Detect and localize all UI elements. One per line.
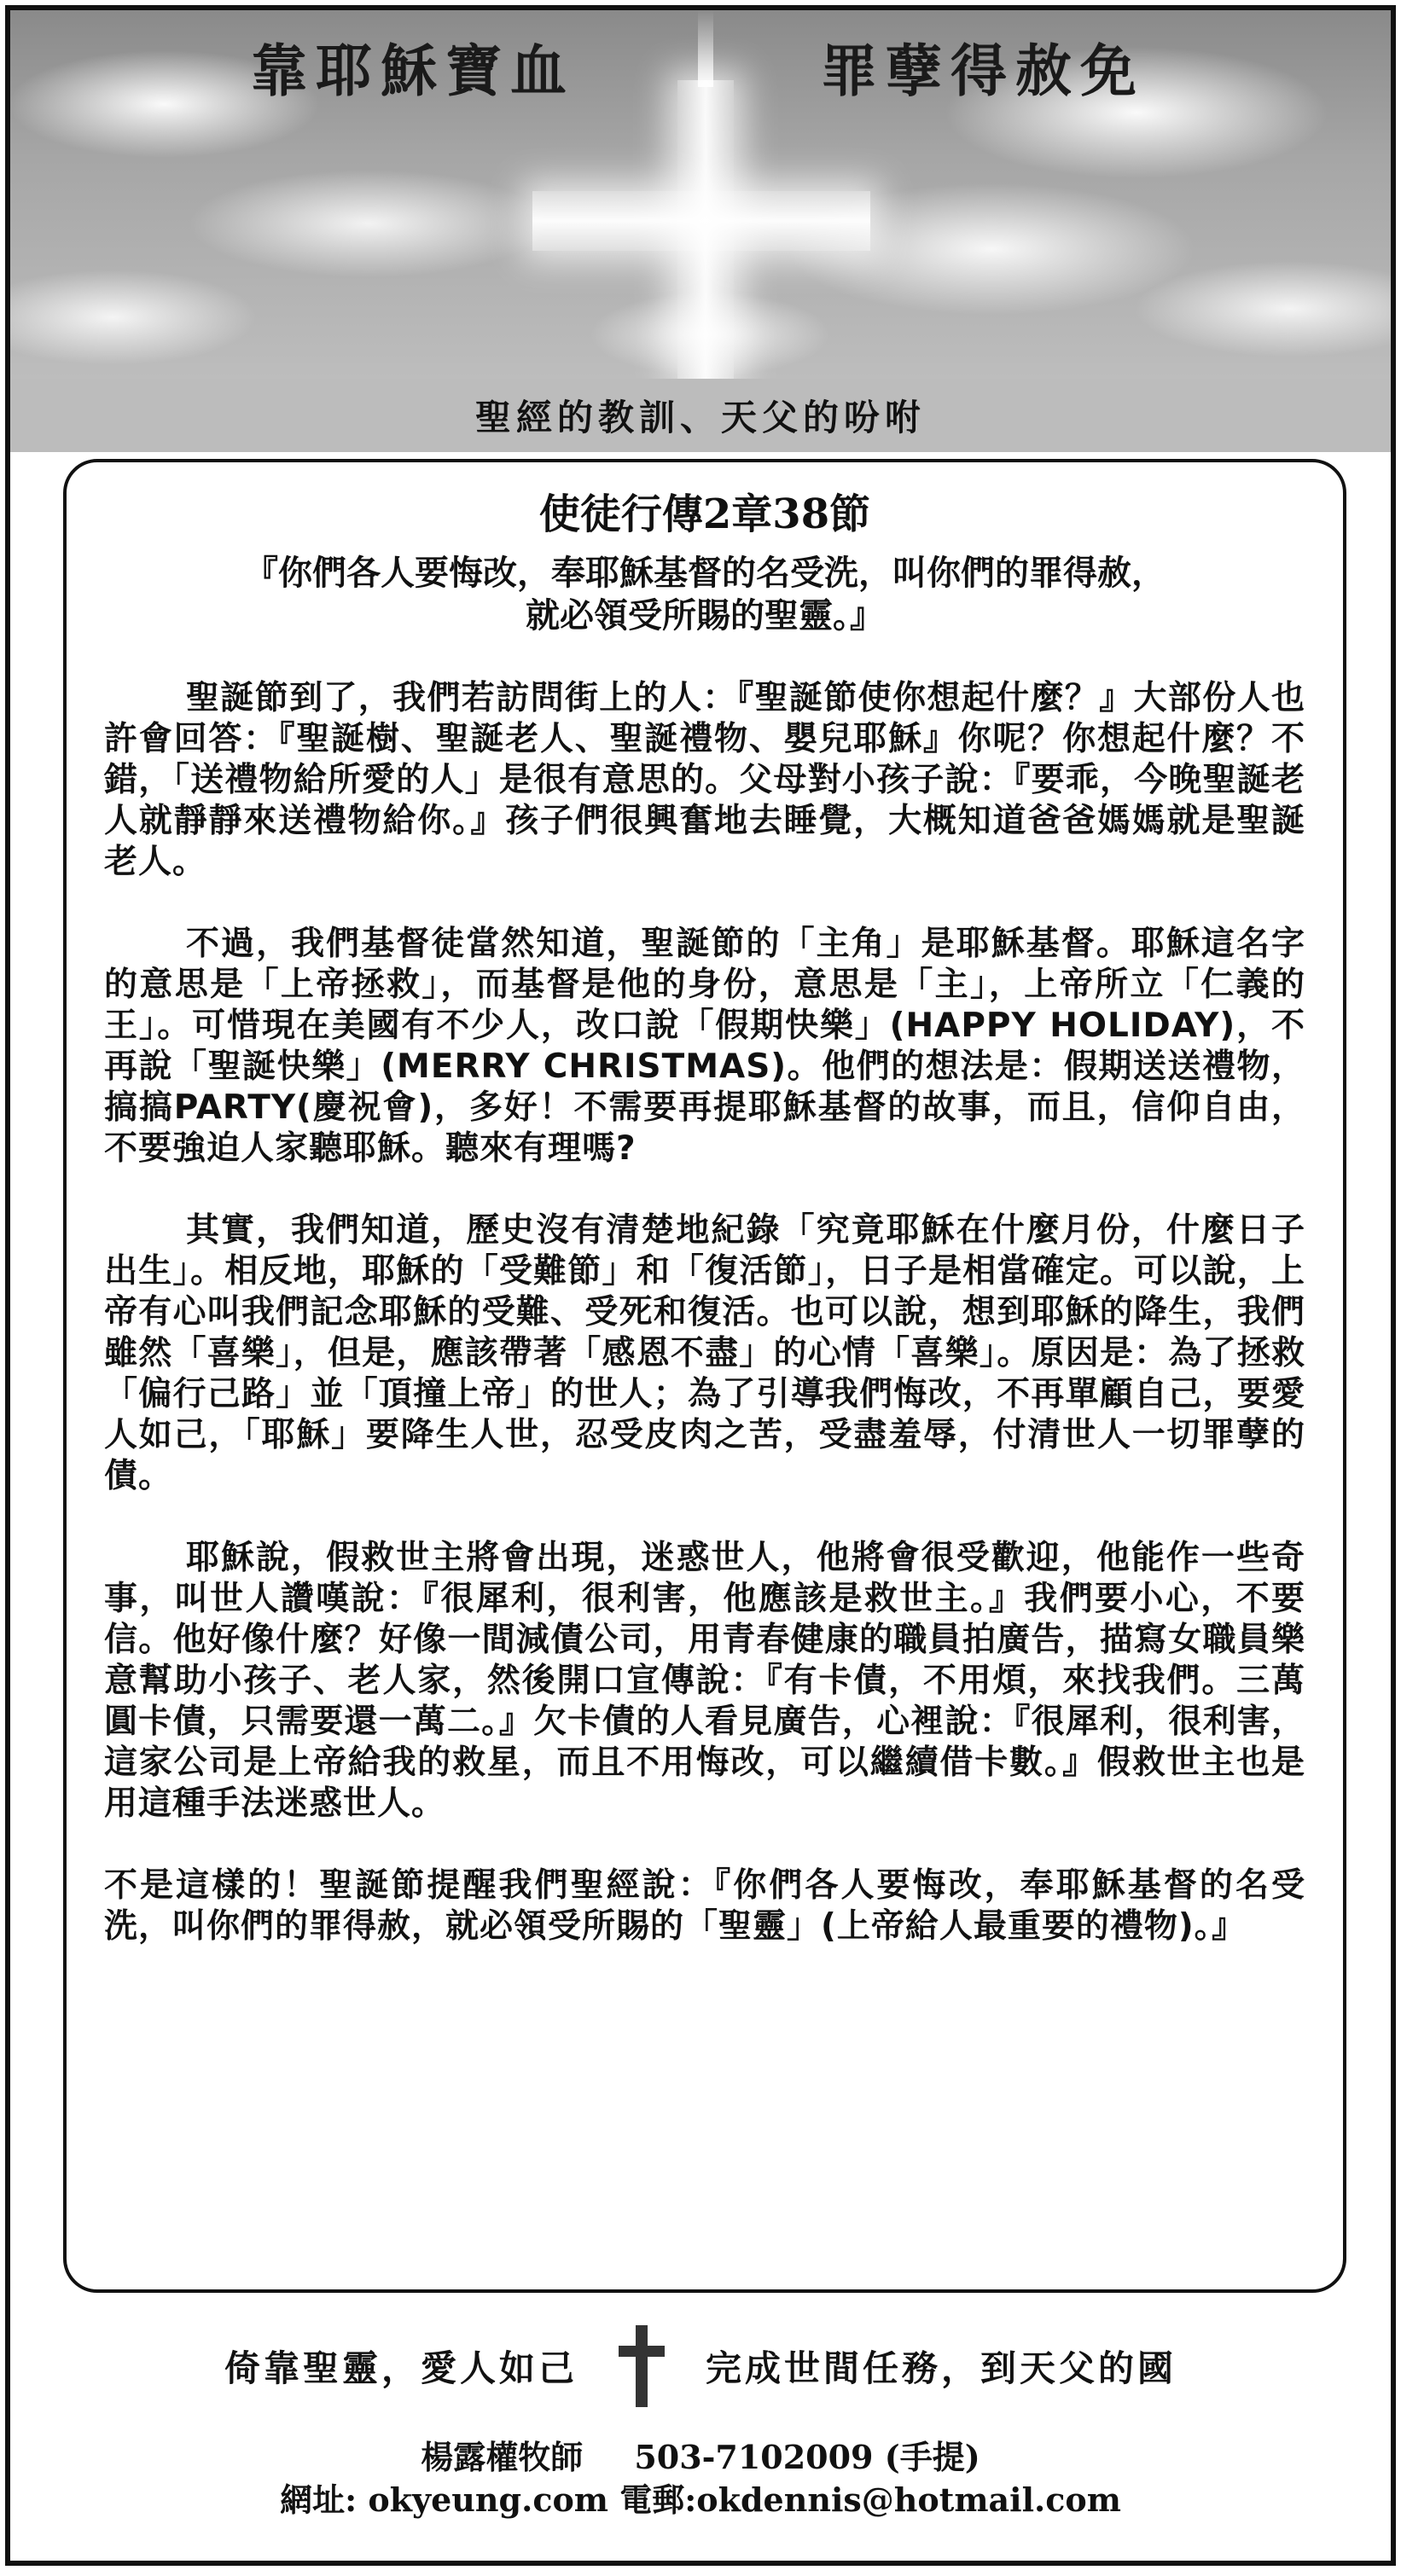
verse-line-1: 『你們各人要悔改，奉耶穌基督的名受洗，叫你們的罪得赦， bbox=[244, 554, 1166, 593]
email-label: 電郵: bbox=[619, 2480, 697, 2519]
motto-line bbox=[10, 2325, 1391, 2407]
flyer-page bbox=[5, 5, 1396, 2566]
cross-icon bbox=[619, 2325, 665, 2407]
contact-pastor-line bbox=[10, 2431, 1391, 2478]
contact-web-line bbox=[10, 2474, 1391, 2521]
pastor-name: 楊露權牧師 bbox=[421, 2438, 584, 2476]
scripture-reference: 使徒行傳2章38節 bbox=[538, 490, 871, 538]
email-link[interactable]: okdennis@hotmail.com bbox=[696, 2480, 1121, 2519]
verse-line-2: 就必領受所賜的聖靈。』 bbox=[526, 596, 884, 635]
banner-sky bbox=[10, 10, 1391, 379]
light-ray bbox=[698, 10, 713, 87]
paragraph-conclusion: 不是這樣的！聖誕節提醒我們聖經說：『你們各人要悔改，奉耶穌基督的名受洗，叫你們的罪得赦，就必領受所賜的「聖靈」(上帝給人最重要的禮物)。』 bbox=[104, 1866, 1305, 1946]
motto-left: 倚靠聖靈，愛人如己 bbox=[224, 2347, 578, 2389]
subtitle-bar: 聖經的教訓、天父的吩咐 bbox=[10, 379, 1391, 452]
website-link[interactable]: okyeung.com bbox=[368, 2480, 609, 2519]
motto-right: 完成世間任務，到天父的國 bbox=[706, 2347, 1177, 2389]
banner-title-right: 罪孽得赦免 bbox=[821, 38, 1145, 104]
paragraph-jesus-main-role: 不過，我們基督徒當然知道，聖誕節的「主角」是耶穌基督。耶穌這名字的意思是「上帝拯救」，而基督是他的身份，意思是「主」，上帝所立「仁義的王」。可惜現在美國有不少人，改口說「假期快樂」(HAPPY HOLIDAY)，不再說「聖誕快樂」(MERRY CHRISTMAS)。他們的想法是：假期送送禮物，搞搞PARTY(慶祝會)，多好！不需要再提耶穌基督的故事，而且，信仰自由，不要強迫人家聽耶穌。聽來有理嗎? bbox=[104, 925, 1305, 1168]
glowing-cross-horizontal bbox=[532, 191, 870, 251]
website-label: 網址: bbox=[280, 2480, 358, 2519]
phone-number: 503-7102009 (手提) bbox=[634, 2438, 980, 2476]
scripture-box bbox=[63, 459, 1346, 2293]
banner-title-left: 靠耶穌寶血 bbox=[251, 38, 575, 104]
body-text bbox=[104, 678, 1305, 1947]
paragraph-christmas-gifts: 聖誕節到了，我們若訪問街上的人：『聖誕節使你想起什麼？』大部份人也許會回答：『聖誕樹、聖誕老人、聖誕禮物、嬰兒耶穌』你呢？你想起什麼？不錯，「送禮物給所愛的人」是很有意思的。父母對小孩子說：『要乖，今晚聖誕老人就靜靜來送禮物給你。』孩子們很興奮地去睡覺，大概知道爸爸媽媽就是聖誕老人。 bbox=[104, 679, 1305, 881]
paragraph-false-savior: 耶穌說，假救世主將會出現，迷惑世人，他將會很受歡迎，他能作一些奇事，叫世人讚嘆說：『很犀利，很利害，他應該是救世主。』我們要小心，不要信。他好像什麼？好像一間減債公司，用青春健康的職員拍廣告，描寫女職員樂意幫助小孩子、老人家，然後開口宣傳說：『有卡債，不用煩，來找我們。三萬圓卡債，只需要還一萬二。』欠卡債的人看見廣告，心裡說：『很犀利，很利害，這家公司是上帝給我的救星，而且不用悔改，可以繼續借卡數。』假救世主也是用這種手法迷惑世人。 bbox=[104, 1539, 1305, 1823]
paragraph-history: 其實，我們知道，歷史沒有清楚地紀錄「究竟耶穌在什麼月份，什麼日子出生」。相反地，耶穌的「受難節」和「復活節」，日子是相當確定。可以說，上帝有心叫我們記念耶穌的受難、受死和復活。也可以說，想到耶穌的降生，我們雖然「喜樂」，但是，應該帶著「感恩不盡」的心情「喜樂」。原因是：為了拯救「偏行己路」並「頂撞上帝」的世人；為了引導我們悔改，不再單顧自己，要愛人如己，「耶穌」要降生人世，忍受皮肉之苦，受盡羞辱，付清世人一切罪孽的債。 bbox=[104, 1211, 1305, 1495]
